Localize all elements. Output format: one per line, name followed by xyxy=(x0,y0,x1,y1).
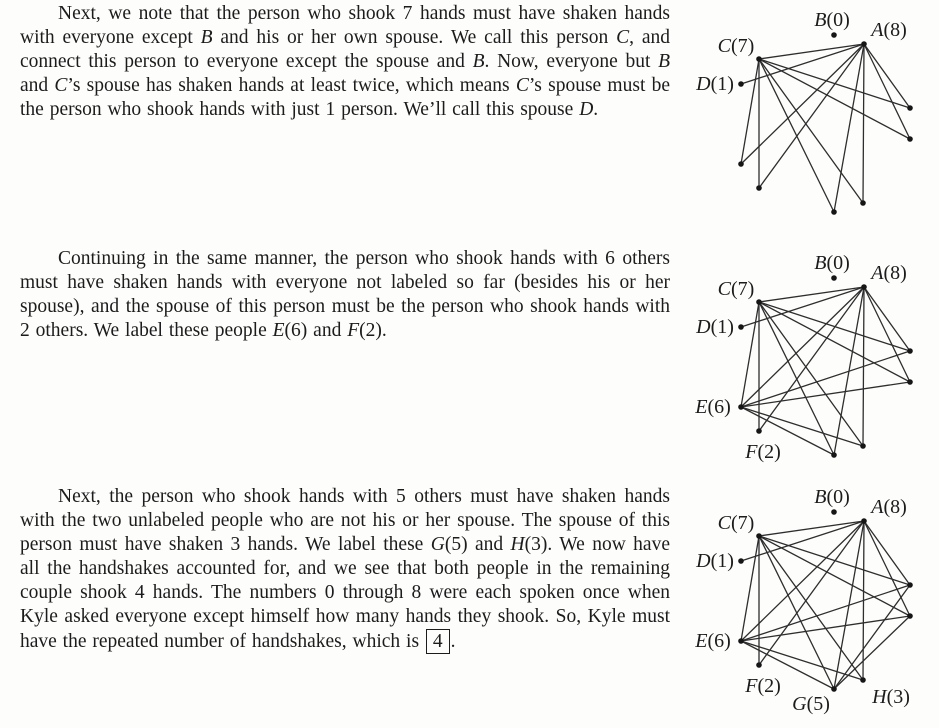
math-variable: H xyxy=(510,534,525,555)
vertex-dot-c xyxy=(756,299,762,305)
edge-a-r2 xyxy=(864,521,910,616)
vertex-label-f: F(2) xyxy=(745,675,781,697)
edge-e-r1 xyxy=(741,585,910,641)
paragraph-step-label-c-d xyxy=(20,2,670,122)
text-run: and his or her own spouse. We call this person xyxy=(212,27,617,48)
vertex-dot-g xyxy=(831,209,837,215)
vertex-dot-d xyxy=(738,558,744,564)
vertex-label-b: B(0) xyxy=(814,486,850,508)
vertex-label-c: C(7) xyxy=(717,512,755,534)
edge-c-r2 xyxy=(759,302,910,382)
edge-c-r1 xyxy=(759,302,910,351)
edge-g-r1 xyxy=(834,585,910,689)
handshake-graph-diagram-2 xyxy=(660,243,939,483)
text-run: ’s spouse must be the person who shook hands with just 1 person. We’ll call this spouse xyxy=(20,75,670,120)
vertex-dot-c xyxy=(756,56,762,62)
math-variable: F xyxy=(347,320,360,341)
text-run: ’s spouse has shaken hands at least twice, which means xyxy=(67,75,516,96)
edge-c-r1 xyxy=(759,536,910,585)
vertex-dot-r2 xyxy=(907,613,913,619)
text-run: , and connect this person to everyone except the spouse and xyxy=(20,27,671,72)
edge-a-r2 xyxy=(864,44,910,139)
text-run: (6) and xyxy=(284,320,348,341)
vertex-label-h: H(3) xyxy=(872,686,910,708)
vertex-dot-r1 xyxy=(907,582,913,588)
text-run: (2). xyxy=(359,320,387,341)
math-variable: C xyxy=(515,75,529,96)
text-run: (5) and xyxy=(444,534,511,555)
vertex-dot-a xyxy=(861,284,867,290)
text-run: Next, the person who shook hands with 5 others must have shaken hands with the two unlabeled people who are not his or her spouse. The spouse of this person must have shaken 3 hands. We label these xyxy=(20,486,670,555)
vertex-label-a: A(8) xyxy=(871,496,907,518)
vertex-label-g: G(5) xyxy=(792,693,830,715)
vertex-label-f: F(2) xyxy=(745,441,781,463)
math-variable: E xyxy=(272,320,285,341)
vertex-dot-h xyxy=(860,443,866,449)
vertex-dot-g xyxy=(831,452,837,458)
vertex-label-c: C(7) xyxy=(717,278,755,300)
edge-a-h xyxy=(863,44,864,203)
edge-a-c xyxy=(759,521,864,536)
paragraph-step-label-e-f xyxy=(20,247,670,343)
vertex-dot-f xyxy=(756,428,762,434)
handshake-graph-diagram-1 xyxy=(660,0,939,240)
vertex-label-d: D(1) xyxy=(696,550,734,572)
vertex-dot-g xyxy=(831,686,837,692)
text-run: . xyxy=(593,99,599,120)
vertex-label-d: D(1) xyxy=(696,73,734,95)
math-variable: B xyxy=(658,51,670,72)
vertex-dot-r2 xyxy=(907,379,913,385)
vertex-dot-h xyxy=(860,200,866,206)
answer-box: 4 xyxy=(426,629,450,654)
vertex-dot-c xyxy=(756,533,762,539)
math-variable: C xyxy=(616,27,630,48)
vertex-dot-r1 xyxy=(907,348,913,354)
edge-a-r1 xyxy=(864,44,910,108)
vertex-dot-h xyxy=(860,677,866,683)
vertex-label-b: B(0) xyxy=(814,252,850,274)
math-variable: C xyxy=(54,75,68,96)
vertex-label-e: E(6) xyxy=(695,630,731,652)
math-variable: G xyxy=(430,534,445,555)
text-run: . xyxy=(450,631,456,652)
handshake-graph-diagram-3 xyxy=(660,477,939,722)
edge-a-c xyxy=(759,44,864,59)
vertex-dot-e xyxy=(738,404,744,410)
math-variable: D xyxy=(579,99,594,120)
vertex-label-a: A(8) xyxy=(871,19,907,41)
math-variable: B xyxy=(472,51,485,72)
edge-a-r1 xyxy=(864,521,910,585)
vertex-dot-b xyxy=(831,509,837,515)
text-run: . Now, everyone but xyxy=(484,51,659,72)
vertex-label-c: C(7) xyxy=(717,35,755,57)
vertex-label-e: E(6) xyxy=(695,396,731,418)
vertex-dot-b xyxy=(831,275,837,281)
vertex-dot-f xyxy=(756,185,762,191)
edge-e-r2 xyxy=(741,382,910,407)
vertex-dot-d xyxy=(738,81,744,87)
vertex-dot-a xyxy=(861,518,867,524)
vertex-label-b: B(0) xyxy=(814,9,850,31)
vertex-dot-d xyxy=(738,324,744,330)
edge-a-r1 xyxy=(864,287,910,351)
vertex-dot-e xyxy=(738,638,744,644)
paragraph-step-label-g-h-answer xyxy=(20,485,670,654)
text-run: and xyxy=(20,75,55,96)
edge-e-r1 xyxy=(741,351,910,407)
math-variable: B xyxy=(200,27,213,48)
edge-a-c xyxy=(759,287,864,302)
text-run: (3). We now have all the handshakes accounted for, and we see that both people in the remaining couple shook 4 hands. The numbers 0 through 8 were each spoken once when Kyle asked everyone except himself how many hands they shook. So, Kyle must have the repeated number of handshakes, which is xyxy=(20,534,670,652)
vertex-dot-r1 xyxy=(907,105,913,111)
edge-c-r2 xyxy=(759,59,910,139)
edge-c-r1 xyxy=(759,59,910,108)
vertex-dot-a xyxy=(861,41,867,47)
edge-c-r2 xyxy=(759,536,910,616)
vertex-dot-e xyxy=(738,161,744,167)
edge-a-r2 xyxy=(864,287,910,382)
text-run: Next, we note that the person who shook 7 hands must have shaken hands with everyone except xyxy=(20,3,670,48)
vertex-dot-r2 xyxy=(907,136,913,142)
text-run: Continuing in the same manner, the person who shook hands with 6 others must have shaken hands with everyone not labeled so far (besides his or her spouse), and the spouse of this person must be the person who shook hands with 2 others. We label these people xyxy=(20,248,670,341)
vertex-label-a: A(8) xyxy=(871,262,907,284)
vertex-label-d: D(1) xyxy=(696,316,734,338)
vertex-dot-f xyxy=(756,662,762,668)
vertex-dot-b xyxy=(831,32,837,38)
